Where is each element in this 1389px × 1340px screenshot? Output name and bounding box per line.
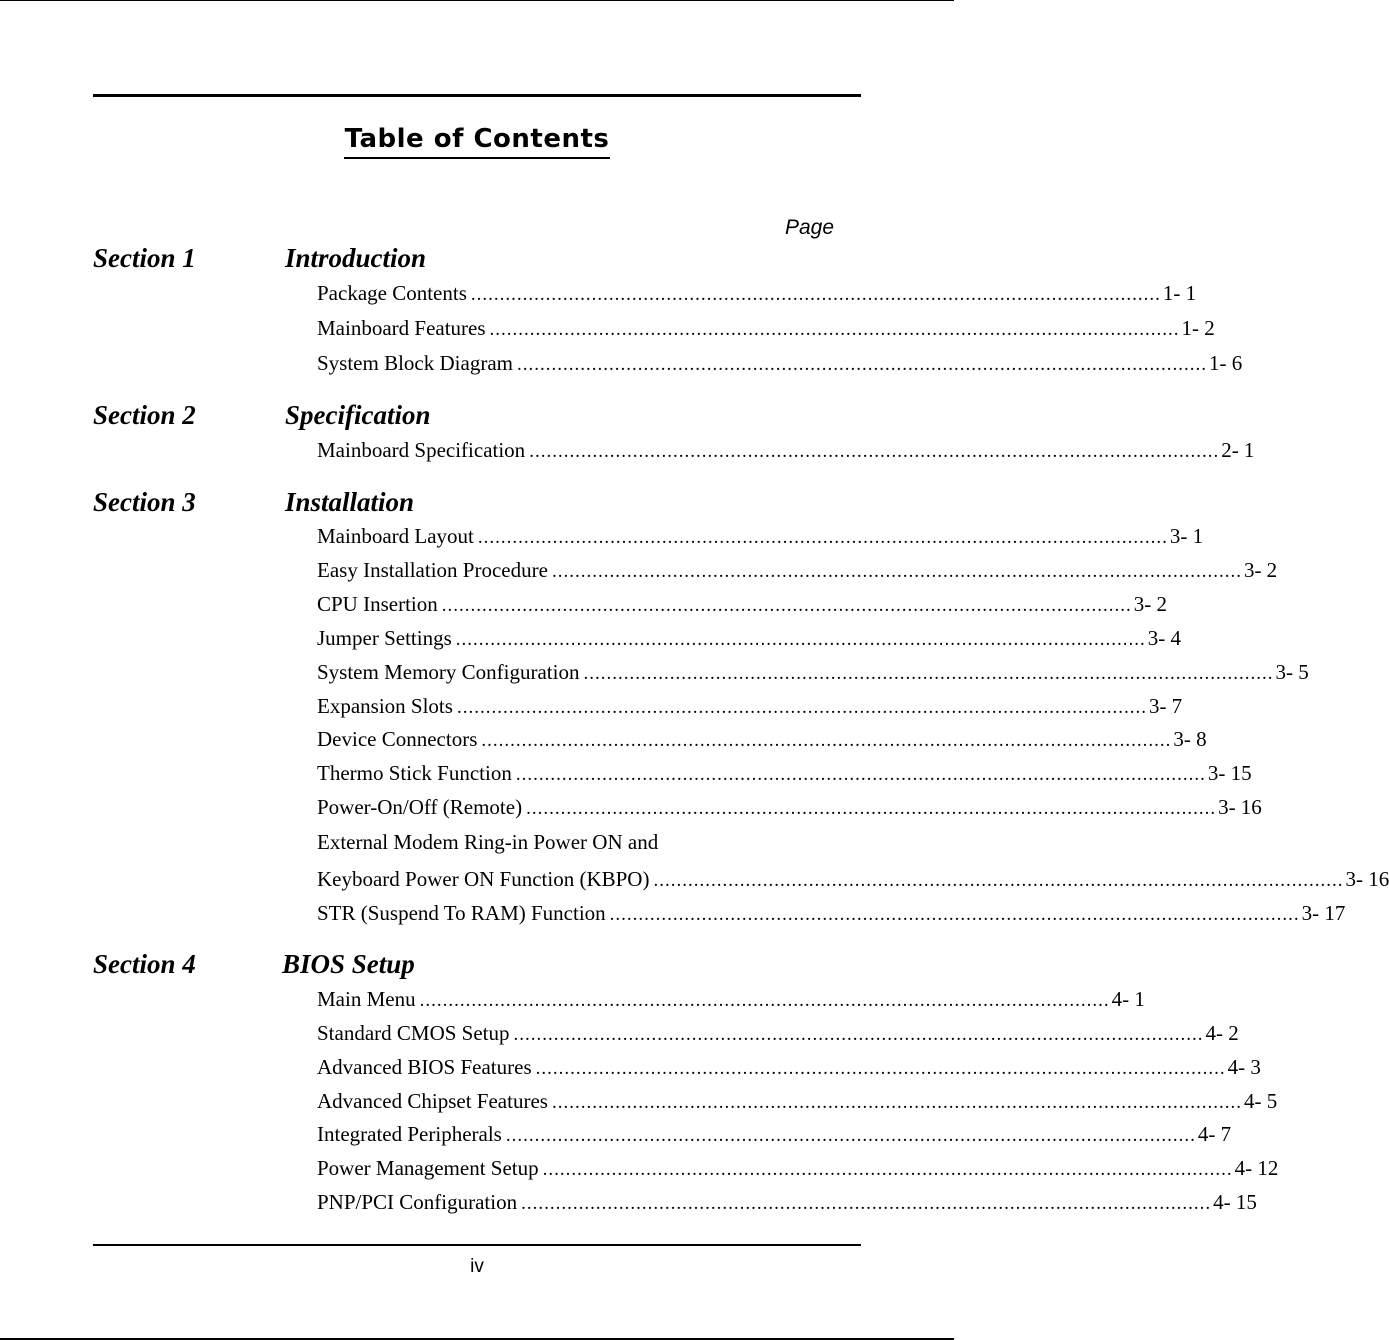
section-number: Section 4 bbox=[93, 949, 196, 979]
entry-label: Package Contents bbox=[317, 281, 467, 305]
toc-entry[interactable] bbox=[317, 316, 1215, 342]
page-edge-top bbox=[0, 0, 954, 1]
toc-title bbox=[0, 124, 954, 159]
entry-page: 3- 8 bbox=[1173, 727, 1207, 751]
entry-page: 4- 2 bbox=[1205, 1021, 1239, 1045]
dot-leader: ........................................................................................................................ bbox=[419, 990, 1110, 1011]
section-title: Introduction bbox=[285, 243, 427, 273]
toc-entry[interactable] bbox=[317, 281, 1197, 307]
dot-leader: ........................................................................................................................ bbox=[551, 561, 1242, 582]
toc-entry-continued[interactable] bbox=[317, 830, 838, 856]
entry-page: 4- 7 bbox=[1197, 1122, 1232, 1146]
entry-label: Thermo Stick Function bbox=[317, 761, 512, 785]
dot-leader: ........................................................................................................................ bbox=[529, 441, 1220, 462]
footer-rule bbox=[93, 1244, 861, 1246]
toc-entry[interactable] bbox=[317, 1089, 1278, 1115]
entry-page: 4- 3 bbox=[1227, 1055, 1261, 1079]
toc-entry[interactable] bbox=[317, 1021, 1239, 1047]
toc-entry[interactable] bbox=[317, 987, 1145, 1013]
entry-label: Keyboard Power ON Function (KBPO) bbox=[317, 867, 650, 891]
dot-leader: ........................................................................................................................ bbox=[470, 284, 1161, 305]
entry-page: 3- 2 bbox=[1243, 558, 1278, 582]
entry-page: 1- 6 bbox=[1208, 351, 1243, 375]
dot-leader: ........................................................................................................................ bbox=[455, 629, 1146, 650]
entry-page: 4- 12 bbox=[1234, 1156, 1279, 1180]
section-title: Installation bbox=[285, 487, 415, 517]
entry-page: 4- 15 bbox=[1213, 1190, 1257, 1214]
entry-label: Integrated Peripherals bbox=[317, 1122, 502, 1146]
dot-leader: ........................................................................................................................ bbox=[653, 870, 1344, 891]
toc-entry[interactable] bbox=[317, 761, 1252, 787]
header-rule bbox=[93, 94, 861, 97]
section-number: Section 2 bbox=[93, 400, 196, 430]
toc-entry[interactable] bbox=[317, 901, 1346, 927]
toc-title-text: Table of Contents bbox=[344, 124, 611, 159]
entry-page: 3- 7 bbox=[1148, 694, 1183, 718]
entry-page: 3- 4 bbox=[1147, 626, 1181, 650]
entry-label: Power-On/Off (Remote) bbox=[317, 795, 523, 819]
entry-page: 3- 15 bbox=[1207, 761, 1252, 785]
entry-label: System Block Diagram bbox=[317, 351, 513, 375]
toc-entry[interactable] bbox=[317, 524, 1204, 550]
page-number: iv bbox=[470, 1256, 484, 1277]
dot-leader: ........................................................................................................................ bbox=[516, 354, 1207, 375]
toc-entry[interactable] bbox=[317, 592, 1167, 618]
toc-entry[interactable] bbox=[317, 438, 1255, 464]
entry-page: 4- 5 bbox=[1243, 1089, 1278, 1113]
entry-label: External Modem Ring-in Power ON and bbox=[317, 830, 659, 854]
toc-entry[interactable] bbox=[317, 795, 1262, 821]
entry-label: Expansion Slots bbox=[317, 694, 453, 718]
toc-entry[interactable] bbox=[317, 351, 1243, 377]
entry-page: 3- 2 bbox=[1133, 592, 1167, 616]
entry-page: 2- 1 bbox=[1221, 438, 1255, 462]
entry-page: 1- 2 bbox=[1181, 316, 1215, 340]
entry-label: Jumper Settings bbox=[317, 626, 452, 650]
dot-leader: ........................................................................................................................ bbox=[542, 1159, 1233, 1180]
toc-entry[interactable] bbox=[317, 660, 1309, 686]
dot-leader: ........................................................................................................................ bbox=[609, 904, 1300, 925]
entry-label: CPU Insertion bbox=[317, 592, 438, 616]
dot-leader: ........................................................................................................................ bbox=[551, 1092, 1242, 1113]
toc-entry[interactable] bbox=[317, 558, 1278, 584]
dot-leader: ........................................................................................................................ bbox=[521, 1193, 1212, 1214]
toc-entry[interactable] bbox=[317, 1122, 1232, 1148]
entry-label: Mainboard Specification bbox=[317, 438, 526, 462]
entry-page: 4- 1 bbox=[1111, 987, 1145, 1011]
toc-entry[interactable] bbox=[317, 727, 1207, 753]
dot-leader: ........................................................................................................................ bbox=[505, 1125, 1196, 1146]
entry-label: Advanced Chipset Features bbox=[317, 1089, 548, 1113]
section-number: Section 3 bbox=[93, 487, 196, 517]
entry-label: Standard CMOS Setup bbox=[317, 1021, 510, 1045]
entry-page: 3- 17 bbox=[1301, 901, 1346, 925]
entry-label: Mainboard Features bbox=[317, 316, 486, 340]
dot-leader: ........................................................................................................................ bbox=[477, 527, 1168, 548]
entry-label: Easy Installation Procedure bbox=[317, 558, 548, 582]
dot-leader: ........................................................................................................................ bbox=[526, 798, 1217, 819]
entry-label: Main Menu bbox=[317, 987, 416, 1011]
entry-label: PNP/PCI Configuration bbox=[317, 1190, 518, 1214]
section-title: BIOS Setup bbox=[282, 949, 415, 979]
dot-leader: ........................................................................................................................ bbox=[456, 697, 1147, 718]
entry-label: Advanced BIOS Features bbox=[317, 1055, 532, 1079]
entry-page: 3- 16 bbox=[1345, 867, 1389, 891]
dot-leader: ........................................................................................................................ bbox=[513, 1024, 1204, 1045]
entry-page: 3- 16 bbox=[1218, 795, 1262, 819]
entry-label: System Memory Configuration bbox=[317, 660, 580, 684]
entry-label: Power Management Setup bbox=[317, 1156, 539, 1180]
dot-leader: ........................................................................................................................ bbox=[583, 663, 1274, 684]
toc-entry[interactable] bbox=[317, 1055, 1261, 1081]
page-column-header: Page bbox=[784, 216, 834, 239]
entry-label: Device Connectors bbox=[317, 727, 478, 751]
toc-entry[interactable] bbox=[317, 1156, 1279, 1182]
section-title: Specification bbox=[285, 400, 431, 430]
dot-leader: ........................................................................................................................ bbox=[441, 595, 1132, 616]
entry-label: STR (Suspend To RAM) Function bbox=[317, 901, 606, 925]
dot-leader: ........................................................................................................................ bbox=[481, 730, 1172, 751]
dot-leader: ........................................................................................................................ bbox=[515, 764, 1206, 785]
entry-label: Mainboard Layout bbox=[317, 524, 474, 548]
toc-entry[interactable] bbox=[317, 694, 1183, 720]
dot-leader: ........................................................................................................................ bbox=[535, 1058, 1226, 1079]
toc-entry[interactable] bbox=[317, 1190, 1257, 1216]
entry-page: 3- 1 bbox=[1169, 524, 1204, 548]
entry-page: 3- 5 bbox=[1275, 660, 1309, 684]
entry-page: 1- 1 bbox=[1162, 281, 1197, 305]
dot-leader: ........................................................................................................................ bbox=[489, 319, 1180, 340]
toc-entry[interactable] bbox=[317, 626, 1181, 652]
section-number: Section 1 bbox=[93, 243, 196, 273]
toc-entry[interactable] bbox=[317, 867, 1389, 893]
